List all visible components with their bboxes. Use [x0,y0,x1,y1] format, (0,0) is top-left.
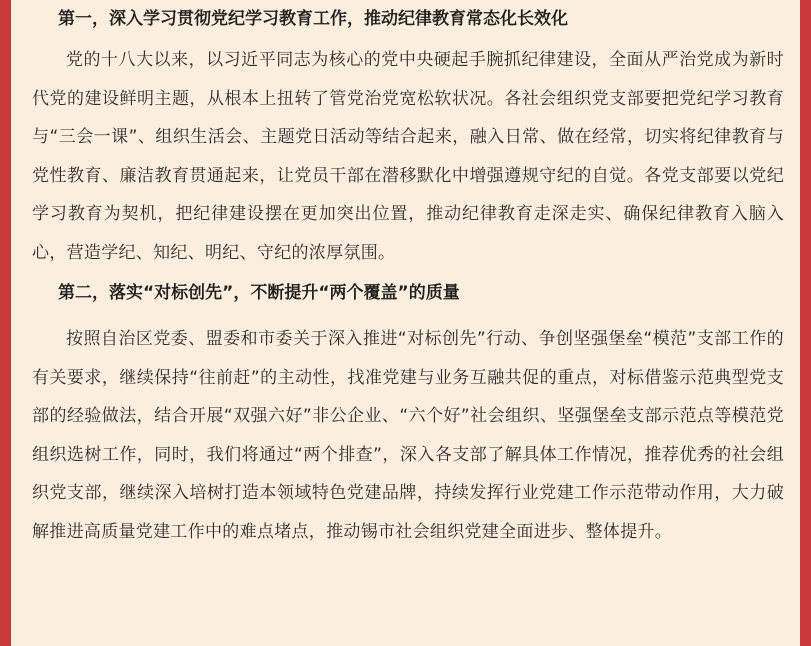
section-2-paragraph: 按照自治区党委、盟委和市委关于深入推进“对标创先”行动、争创坚强堡垒“模范”支部工作的有关要求，继续保持“往前赶”的主动性，找准党建与业务互融共促的重点，对标借鉴示范典型党支部的经验做法，结合开展“双强六好”非公企业、“六个好”社会组织、坚强堡垒支部示范点等模范党组织选树工作，同时，我们将通过“两个排查”，深入各支部了解具体工作情况，推荐优秀的社会组织党支部，继续深入培树打造本领域特色党建品牌，持续发挥行业党建工作示范带动作用，大力破解推进高质量党建工作中的难点堵点，推动锡市社会组织党建全面进步、整体提升。 [32,329,784,542]
article-body [32,4,784,551]
section-2-heading: 第二，落实“对标创先”，不断提升“两个覆盖”的质量 [58,283,460,303]
section-1-heading: 第一，深入学习贯彻党纪学习教育工作，推动纪律教育常态化长效化 [58,9,568,29]
right-red-border [800,0,811,646]
left-red-border [0,0,11,646]
section-1-paragraph: 党的十八大以来，以习近平同志为核心的党中央硬起手腕抓纪律建设，全面从严治党成为新时代党的建设鲜明主题，从根本上扭转了管党治党宽松软状况。各社会组织党支部要把党纪学习教育与“三会一课”、组织生活会、主题党日活动等结合起来，融入日常、做在经常，切实将纪律教育与党性教育、廉洁教育贯通起来，让党员干部在潜移默化中增强遵规守纪的自觉。各党支部要以党纪学习教育为契机，把纪律建设摆在更加突出位置，推动纪律教育走深走实、确保纪律教育入脑入心，营造学纪、知纪、明纪、守纪的浓厚氛围。 [32,50,784,263]
